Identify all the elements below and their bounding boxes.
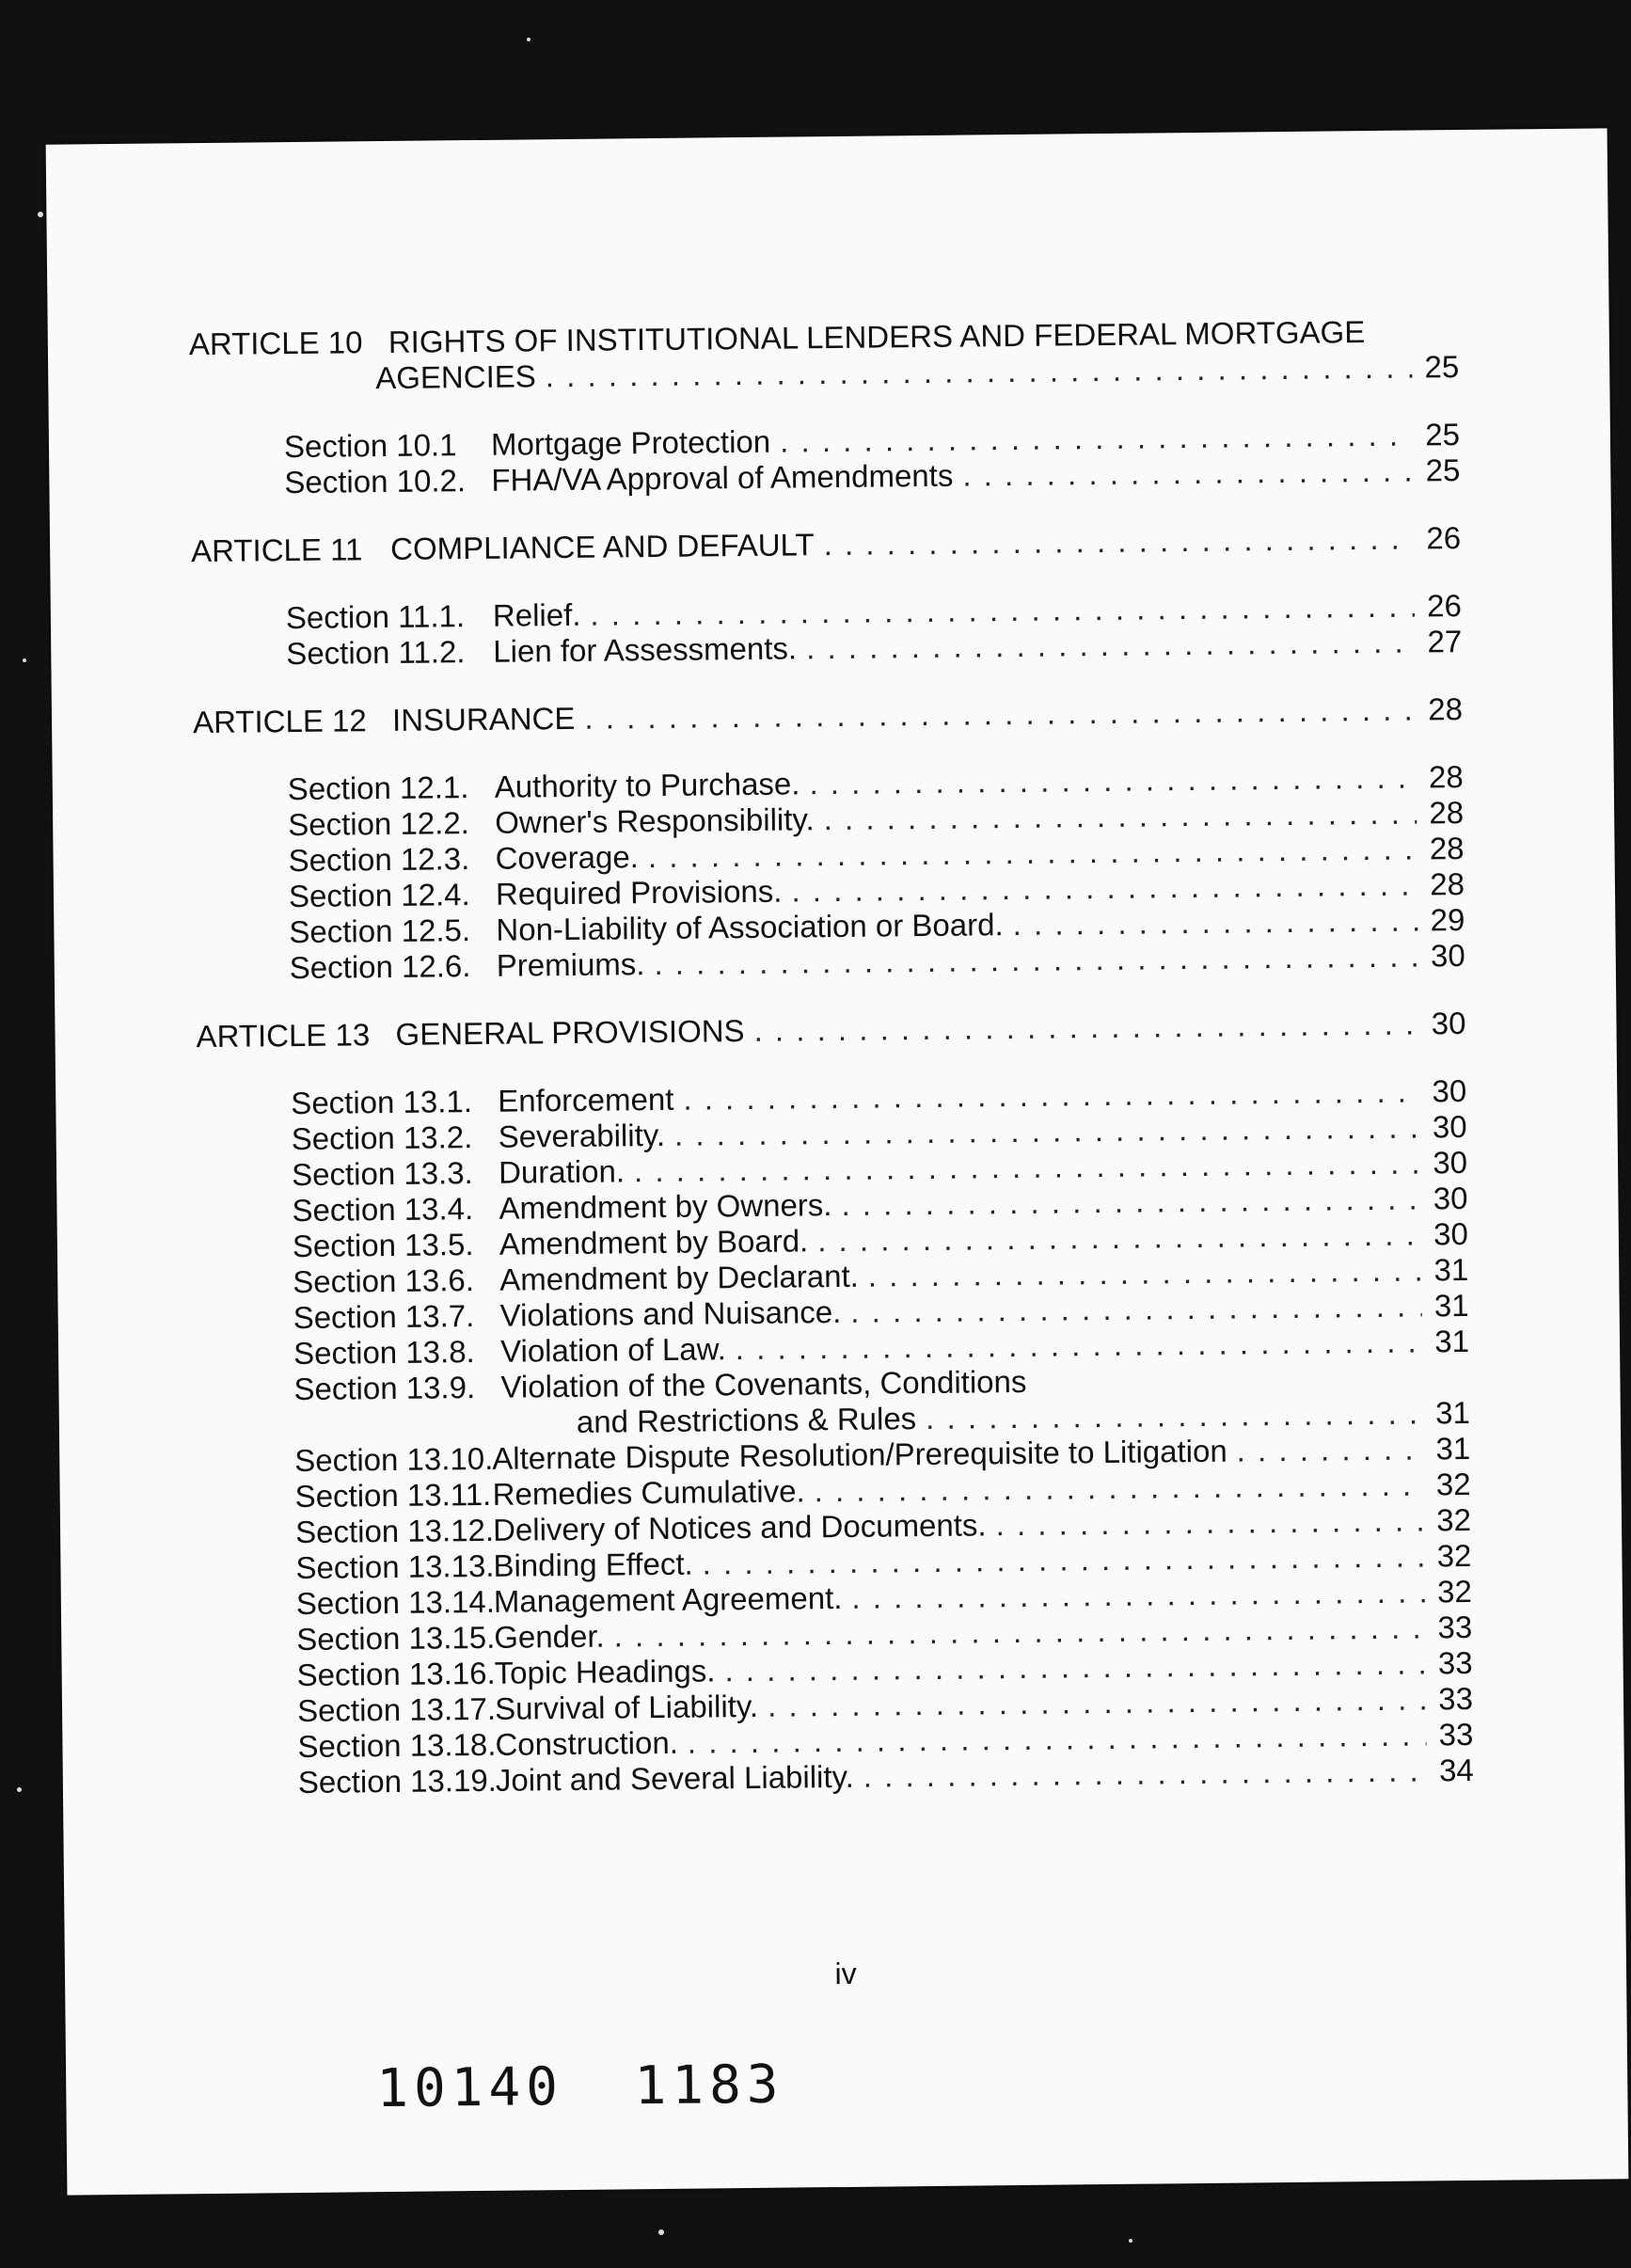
section-title: Severability. [498, 1117, 666, 1154]
page-ref: 27 [1427, 624, 1463, 659]
section-title: Violations and Nuisance. [499, 1293, 842, 1333]
dot-leader [753, 1007, 1418, 1049]
section-title: Premiums. [496, 946, 645, 983]
section-number: Section 12.4. [288, 877, 470, 914]
page-ref: 34 [1438, 1752, 1475, 1788]
section-title: Management Agreement. [493, 1579, 843, 1619]
page-ref: 33 [1438, 1680, 1474, 1717]
section-number: Section 13.7. [293, 1298, 475, 1336]
section-title-cont: and Restrictions & Rules [576, 1401, 917, 1439]
page-ref: 28 [1428, 759, 1464, 795]
page-ref: 33 [1437, 1644, 1473, 1681]
page-ref: 26 [1426, 520, 1462, 556]
section-number: Section 13.15. [296, 1619, 496, 1657]
section-title: Binding Effect. [493, 1546, 693, 1583]
section-number: Section 12.5. [289, 912, 471, 950]
article-label: ARTICLE 11 [190, 531, 363, 569]
dot-leader [817, 1217, 1421, 1260]
section-title: Survival of Liability. [494, 1688, 759, 1726]
section-title: Delivery of Notices and Documents. [492, 1507, 987, 1547]
section-title: Amendment by Declarant. [499, 1258, 859, 1297]
section-title: Gender. [494, 1618, 605, 1655]
page-ref: 31 [1435, 1430, 1471, 1467]
page-ref: 28 [1428, 691, 1464, 727]
section-title: Topic Headings. [494, 1653, 716, 1690]
dot-leader [806, 625, 1416, 667]
dot-leader [1236, 1431, 1423, 1468]
page-ref: 31 [1433, 1287, 1469, 1324]
dot-leader [841, 1182, 1420, 1223]
page-ref: 33 [1438, 1716, 1474, 1753]
page-ref: 30 [1433, 1215, 1469, 1252]
section-number: Section 13.14. [295, 1583, 496, 1622]
section-title: Remedies Cumulative. [492, 1473, 805, 1512]
page-ref: 31 [1434, 1394, 1471, 1431]
dot-leader [868, 1253, 1422, 1294]
section-number: Section 13.18. [297, 1726, 497, 1765]
section-title: Violation of Law. [499, 1331, 727, 1369]
section-number: Section 13.16. [296, 1655, 496, 1693]
dot-leader [851, 1574, 1425, 1615]
section-title: Lien for Assessments. [493, 630, 798, 669]
dot-leader [654, 939, 1418, 983]
background-speck [527, 38, 530, 41]
page-ref: 28 [1430, 866, 1465, 902]
page-ref: 26 [1426, 588, 1463, 624]
article-label: ARTICLE 10 [188, 325, 363, 362]
page-ref: 30 [1432, 1072, 1467, 1109]
page-ref: 31 [1433, 1251, 1469, 1288]
section-number: Section 13.13. [295, 1547, 495, 1586]
dot-leader [823, 521, 1414, 563]
page-ref: 32 [1436, 1573, 1473, 1610]
section-number: Section 13.12. [294, 1512, 495, 1550]
article-label: ARTICLE 13 [196, 1017, 371, 1055]
page-ref: 28 [1429, 831, 1465, 866]
section-title: Duration. [498, 1153, 625, 1190]
section-number: Section 12.6. [289, 948, 471, 986]
section-number: Section 10.1 [283, 427, 457, 465]
dot-leader [926, 1395, 1423, 1436]
section-title: Construction. [495, 1724, 679, 1762]
background-speck [658, 2229, 664, 2235]
page-ref: 32 [1436, 1537, 1472, 1574]
section-number: Section 13.8. [293, 1334, 475, 1372]
article-title: GENERAL PROVISIONS [395, 1013, 745, 1052]
page-ref: 28 [1429, 795, 1465, 831]
document-page [46, 128, 1629, 2195]
page-ref: 25 [1424, 349, 1460, 385]
section-number: Section 11.2. [286, 634, 466, 672]
dot-leader [584, 692, 1416, 737]
document-stamp: 10140 1183 [375, 2054, 784, 2120]
section-number: Section 13.11. [294, 1476, 492, 1515]
background-speck [23, 658, 26, 662]
section-title: Authority to Purchase. [494, 766, 800, 804]
dot-leader [863, 1753, 1427, 1794]
section-title: FHA/VA Approval of Amendments [491, 457, 954, 498]
article-11-heading [191, 520, 1461, 569]
page-ref: 25 [1425, 452, 1461, 488]
section-title: Alternate Dispute Resolution/Prerequisite to Litigation [492, 1433, 1227, 1476]
page-ref: 30 [1432, 1108, 1467, 1145]
section-number: Section 13.9. [293, 1370, 476, 1407]
section-title: Violation of the Covenants, Conditions [500, 1363, 1027, 1404]
article-title-cont: AGENCIES [375, 358, 536, 396]
background-speck [17, 1787, 22, 1792]
section-title: Relief. [492, 596, 581, 633]
dot-leader [995, 1502, 1424, 1543]
article-13-heading [196, 1006, 1465, 1055]
section-number: Section 10.2. [284, 463, 467, 500]
page-ref: 29 [1430, 901, 1465, 938]
page-ref: 30 [1433, 1144, 1468, 1181]
section-number: Section 12.1. [287, 769, 469, 807]
page-ref: 32 [1436, 1501, 1472, 1538]
section-number: Section 13.10. [294, 1440, 494, 1479]
page-number: iv [834, 1956, 857, 1991]
page-ref: 25 [1425, 417, 1461, 452]
section-number: Section 13.5. [292, 1227, 474, 1264]
section-number: Section 13.6. [293, 1262, 475, 1300]
background-speck [1129, 2239, 1132, 2243]
section-title: Amendment by Owners. [499, 1187, 832, 1226]
page-ref: 32 [1435, 1466, 1471, 1502]
section-title: Non-Liability of Association or Board. [496, 907, 1004, 947]
section-title: Enforcement [498, 1081, 674, 1118]
article-title: INSURANCE [391, 700, 576, 737]
section-number: Section 13.2. [291, 1119, 473, 1157]
page-ref: 30 [1433, 1180, 1468, 1216]
section-number: Section 13.3. [291, 1155, 473, 1193]
section-title: Coverage. [495, 839, 640, 876]
page-ref: 30 [1430, 937, 1465, 974]
article-12-heading [193, 691, 1463, 740]
section-number: Section 13.17. [296, 1690, 497, 1729]
section-number: Section 13.4. [292, 1191, 474, 1229]
page-ref: 33 [1437, 1609, 1473, 1645]
section-number: Section 12.2. [288, 805, 470, 843]
page-ref: 30 [1431, 1005, 1466, 1041]
section-title: Joint and Several Liability. [495, 1758, 854, 1798]
article-label: ARTICLE 12 [192, 703, 367, 740]
dot-leader [850, 1288, 1422, 1329]
article-title: COMPLIANCE AND DEFAULT [389, 527, 815, 566]
dot-leader [962, 453, 1413, 494]
section-number: Section 11.1. [285, 598, 466, 636]
page-ref: 31 [1434, 1323, 1470, 1359]
section-title: Mortgage Protection [490, 423, 771, 462]
section-title: Owner's Responsibility. [495, 801, 815, 840]
section-title: Required Provisions. [495, 873, 783, 912]
section-number: Section 13.19. [297, 1762, 498, 1800]
background-speck [38, 212, 43, 217]
section-title: Amendment by Board. [499, 1223, 809, 1261]
dot-leader [1012, 903, 1417, 944]
dot-leader [823, 796, 1417, 838]
article-title: RIGHTS OF INSTITUTIONAL LENDERS AND FEDERAL MORTGAGE [388, 314, 1366, 359]
section-number: Section 12.3. [288, 841, 470, 879]
table-of-contents [189, 313, 1474, 1801]
section-number: Section 13.1. [291, 1084, 473, 1121]
